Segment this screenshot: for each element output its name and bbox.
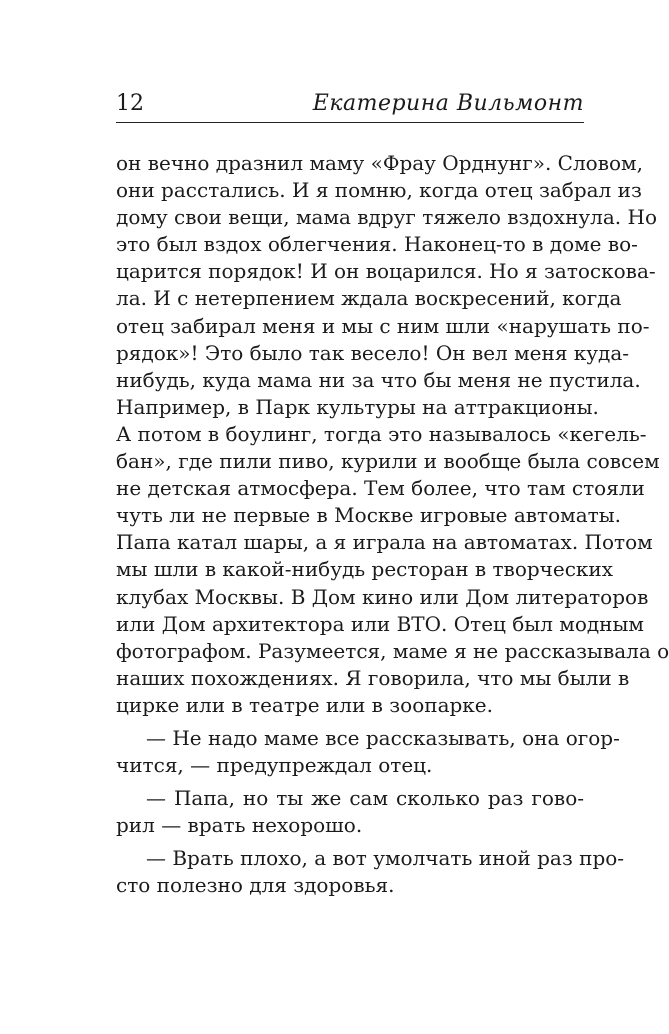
text-line: цирке или в театре или в зоопарке.	[116, 692, 493, 717]
text-line: царится порядок! И он воцарился. Но я затоскова-	[116, 259, 656, 284]
text-line: фотографом. Разумеется, маме я не рассказывала о	[116, 638, 669, 663]
text-line: — Не надо маме все рассказывать, она огор-	[146, 725, 620, 750]
text-line: чится, — предупреждал отец.	[116, 753, 433, 778]
text-line: сто полезно для здоровья.	[116, 873, 395, 898]
paragraph	[116, 845, 625, 899]
text-line: рядок»! Это было так весело! Он вел меня куда-	[116, 340, 630, 365]
paragraph	[116, 725, 620, 779]
text-line: рил — врать нехорошо.	[116, 813, 363, 838]
running-title: Екатерина Вильмонт	[312, 91, 584, 116]
page-number: 12	[116, 91, 144, 116]
text-line: ла. И с нетерпением ждала воскресений, когда	[116, 286, 622, 311]
text-line: А потом в боулинг, тогда это называлось «кегель-	[116, 421, 647, 446]
text-line: чуть ли не первые в Москве игровые автоматы.	[116, 503, 621, 528]
text-line: Папа катал шары, а я играла на автоматах. Потом	[116, 530, 653, 555]
text-line: мы шли в какой-нибудь ресторан в творческих	[116, 557, 614, 582]
text-line: он вечно дразнил маму «Фрау Орднунг». Словом,	[116, 151, 643, 175]
text-line: они расстались. И я помню, когда отец забрал из	[116, 178, 642, 203]
text-line: клубах Москвы. В Дом кино или Дом литераторов	[116, 584, 649, 609]
text-line: это был вздох облегчения. Наконец-то в доме во-	[116, 232, 638, 257]
text-line: или Дом архитектора или ВТО. Отец был модным	[116, 611, 644, 636]
running-head	[116, 88, 584, 123]
paragraph	[116, 150, 669, 719]
text-line: — Папа, но ты же сам сколько раз гово-	[146, 786, 584, 811]
body-text	[116, 150, 669, 900]
text-line: нибудь, куда мама ни за что бы меня не пустила.	[116, 367, 641, 392]
text-line: дому свои вещи, мама вдруг тяжело вздохнула. Но	[116, 205, 658, 230]
text-line: бан», где пили пиво, курили и вообще была совсем	[116, 449, 660, 474]
text-line: не детская атмосфера. Тем более, что там стояли	[116, 476, 645, 501]
text-line: отец забирал меня и мы с ним шли «нарушать по-	[116, 313, 650, 338]
text-line: наших похождениях. Я говорила, что мы были в	[116, 665, 630, 690]
paragraph	[116, 785, 584, 839]
text-line: Например, в Парк культуры на аттракционы.	[116, 394, 599, 419]
text-line: — Врать плохо, а вот умолчать иной раз про-	[146, 846, 625, 871]
